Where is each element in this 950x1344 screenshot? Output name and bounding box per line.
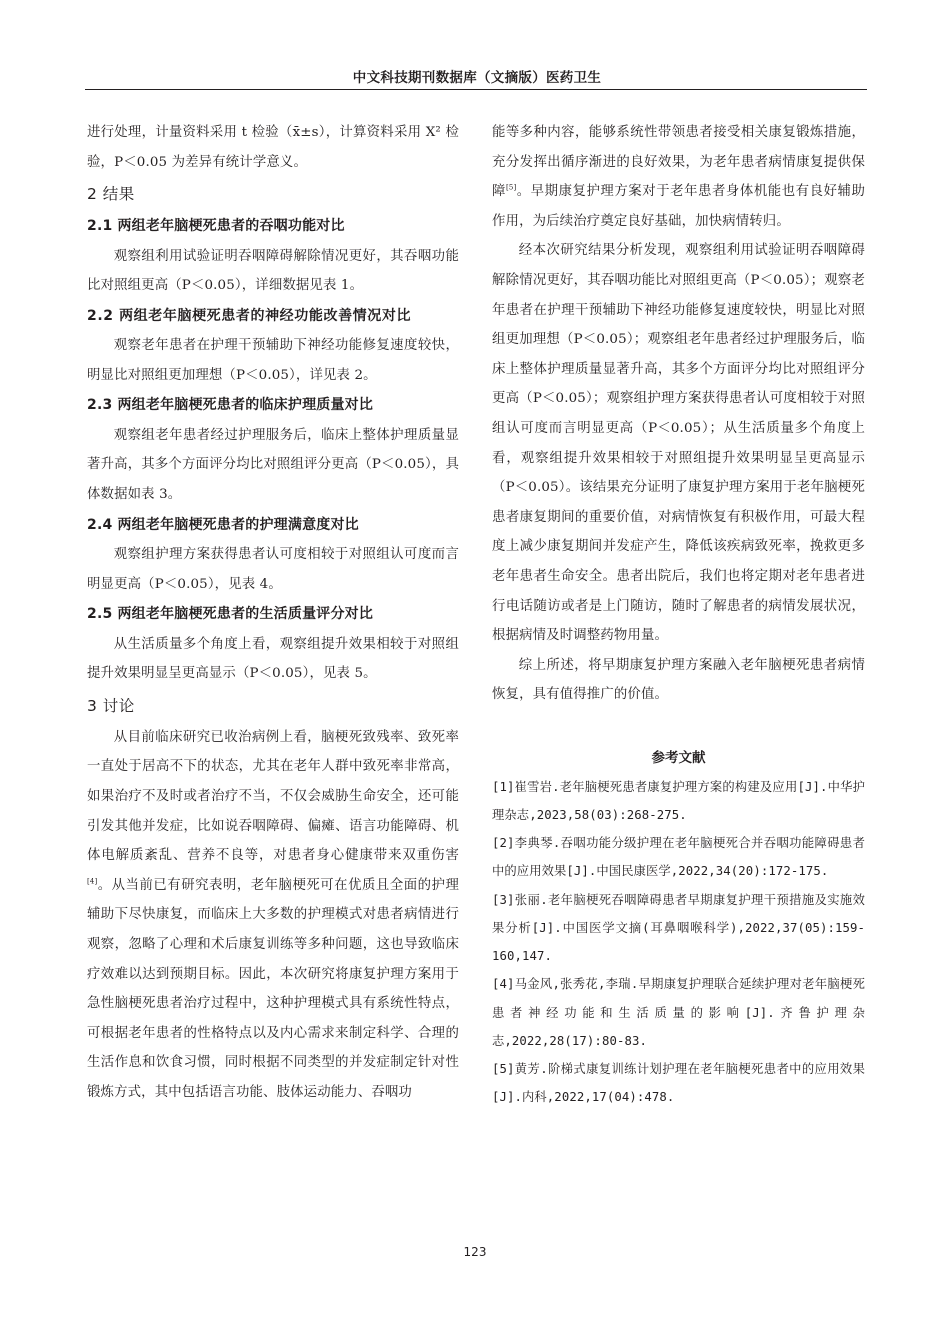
reference-item: [4]马金风,张秀花,李瑞.早期康复护理联合延续护理对老年脑梗死患者神经功能和生活质量的影响[J].齐鲁护理杂志,2022,28(17):80-83. [492,977,865,1048]
left-column [87,118,459,1107]
references-heading: 参考文献 [651,749,706,766]
discussion-continuation-paragraph [492,118,865,236]
section-3-heading: 3 讨论 [87,696,135,715]
reference-item: [5]黄芳.阶梯式康复训练计划护理在老年脑梗死患者中的应用效果[J].内科,2022,17(04):478. [492,1061,865,1105]
section-2-4-heading: 2.4 两组老年脑梗死患者的护理满意度对比 [87,516,359,533]
methods-continuation-paragraph: 进行处理，计量资料采用 t 检验（x̄±s），计算资料采用 X² 检验，P＜0.05 为差异有统计学意义。 [87,125,459,170]
discussion-paragraph [87,723,459,1108]
section-2-1-paragraph: 观察组利用试验证明吞咽障碍解除情况更好，其吞咽功能比对照组更高（P＜0.05），详细数据见表 1。 [87,248,459,294]
discussion-text-part-a: 从目前临床研究已收治病例上看，脑梗死致残率、致死率一直处于居高不下的状态，尤其在老年人群中致死率非常高，如果治疗不及时或者治疗不当，不仅会威胁生命安全，还可能引发其他并发症，比如说吞咽障碍、偏瘫、语言功能障碍、机体电解质紊乱、营养不良等，对患者身心健康带来双重伤害 [87,729,459,864]
section-2-3-paragraph: 观察组老年患者经过护理服务后，临床上整体护理质量显著升高，其多个方面评分均比对照组评分更高（P＜0.05），具体数据如表 3。 [87,427,459,502]
reference-item: [2]李典琴.吞咽功能分级护理在老年脑梗死合并吞咽功能障碍患者中的应用效果[J].中国民康医学,2022,34(20):172-175. [492,836,865,879]
page-number: 123 [463,1245,487,1259]
references-spacer [492,710,865,743]
reference-item: [3]张丽.老年脑梗死吞咽障碍患者早期康复护理干预措施及实施效果分析[J].中国医学文摘(耳鼻咽喉科学),2022,37(05):159-160,147. [492,892,865,964]
section-2-heading: 2 结果 [87,185,135,204]
section-2-1-heading: 2.1 两组老年脑梗死患者的吞咽功能对比 [87,218,345,235]
discussion-cont-part-a: 能等多种内容，能够系统性带领患者接受相关康复锻炼措施，充分发挥出循序渐进的良好效果，为老年患者病情康复提供保障 [492,125,865,200]
journal-header: 中文科技期刊数据库（文摘版）医药卫生 [352,70,602,86]
conclusion-paragraph: 综上所述，将早期康复护理方案融入老年脑梗死患者病情恢复，具有值得推广的价值。 [492,657,865,703]
right-column [492,118,865,1111]
section-2-5-heading: 2.5 两组老年脑梗死患者的生活质量评分对比 [87,606,374,623]
analysis-paragraph: 经本次研究结果分析发现，观察组利用试验证明吞咽障碍解除情况更好，其吞咽功能比对照组更高（P＜0.05）；观察老年患者在护理干预辅助下神经功能修复速度较快，明显比对照组更加理想（P＜0.05）；观察组老年患者经过护理服务后，临床上整体护理质量显著升高，其多个方面评分均比对照组评分更高（P＜0.05）；观察组护理方案获得患者认可度相较于对照组认可度而言明显更高（P＜0.05）；从生活质量多个角度上看，观察组提升效果相较于对照组提升效果明显呈更高显示（P＜0.05）。该结果充分证明了康复护理方案用于老年脑梗死患者康复期间的重要价值，对病情恢复有积极作用，可最大程度上减少康复期间并发症产生，降低该疾病致死率，挽救更多老年患者生命安全。患者出院后，我们也将定期对老年患者进行电话随访或者是上门随访，随时了解患者的病情发展状况，根据病情及时调整药物用量。 [492,243,865,644]
discussion-text-part-b: 。从当前已有研究表明，老年脑梗死可在优质且全面的护理辅助下尽快康复，而临床上大多数的护理模式对患者病情进行观察，忽略了心理和术后康复训练等多种问题，这也导致临床疗效难以达到预期目标。因此，本次研究将康复护理方案用于急性脑梗死患者治疗过程中，这种护理模式具有系统性特点，可根据老年患者的性格特点以及内心需求来制定科学、合理的生活作息和饮食习惯，同时根据不同类型的并发症制定针对性锻炼方式，其中包括语言功能、肢体运动能力、吞咽功 [87,877,459,1100]
header-rule [85,89,867,90]
section-2-2-heading: 2.2 两组老年脑梗死患者的神经功能改善情况对比 [87,307,412,324]
section-2-5-paragraph: 从生活质量多个角度上看，观察组提升效果相较于对照组提升效果明显呈更高显示（P＜0.05），见表 5。 [87,636,459,682]
citation-4: [4] [87,877,98,886]
discussion-cont-part-b: 。早期康复护理方案对于老年患者身体机能也有良好辅助作用，为后续治疗奠定良好基础，加快病情转归。 [492,184,865,229]
section-2-2-paragraph: 观察老年患者在护理干预辅助下神经功能修复速度较快，明显比对照组更加理想（P＜0.05），详见表 2。 [87,338,459,383]
reference-item: [1]崔雪岩.老年脑梗死患者康复护理方案的构建及应用[J].中华护理杂志,2023,58(03):268-275. [492,779,865,823]
citation-5: [5] [505,183,517,192]
section-2-4-paragraph: 观察组护理方案获得患者认可度相较于对照组认可度而言明显更高（P＜0.05），见表 4。 [87,546,459,592]
section-2-3-heading: 2.3 两组老年脑梗死患者的临床护理质量对比 [87,397,374,414]
